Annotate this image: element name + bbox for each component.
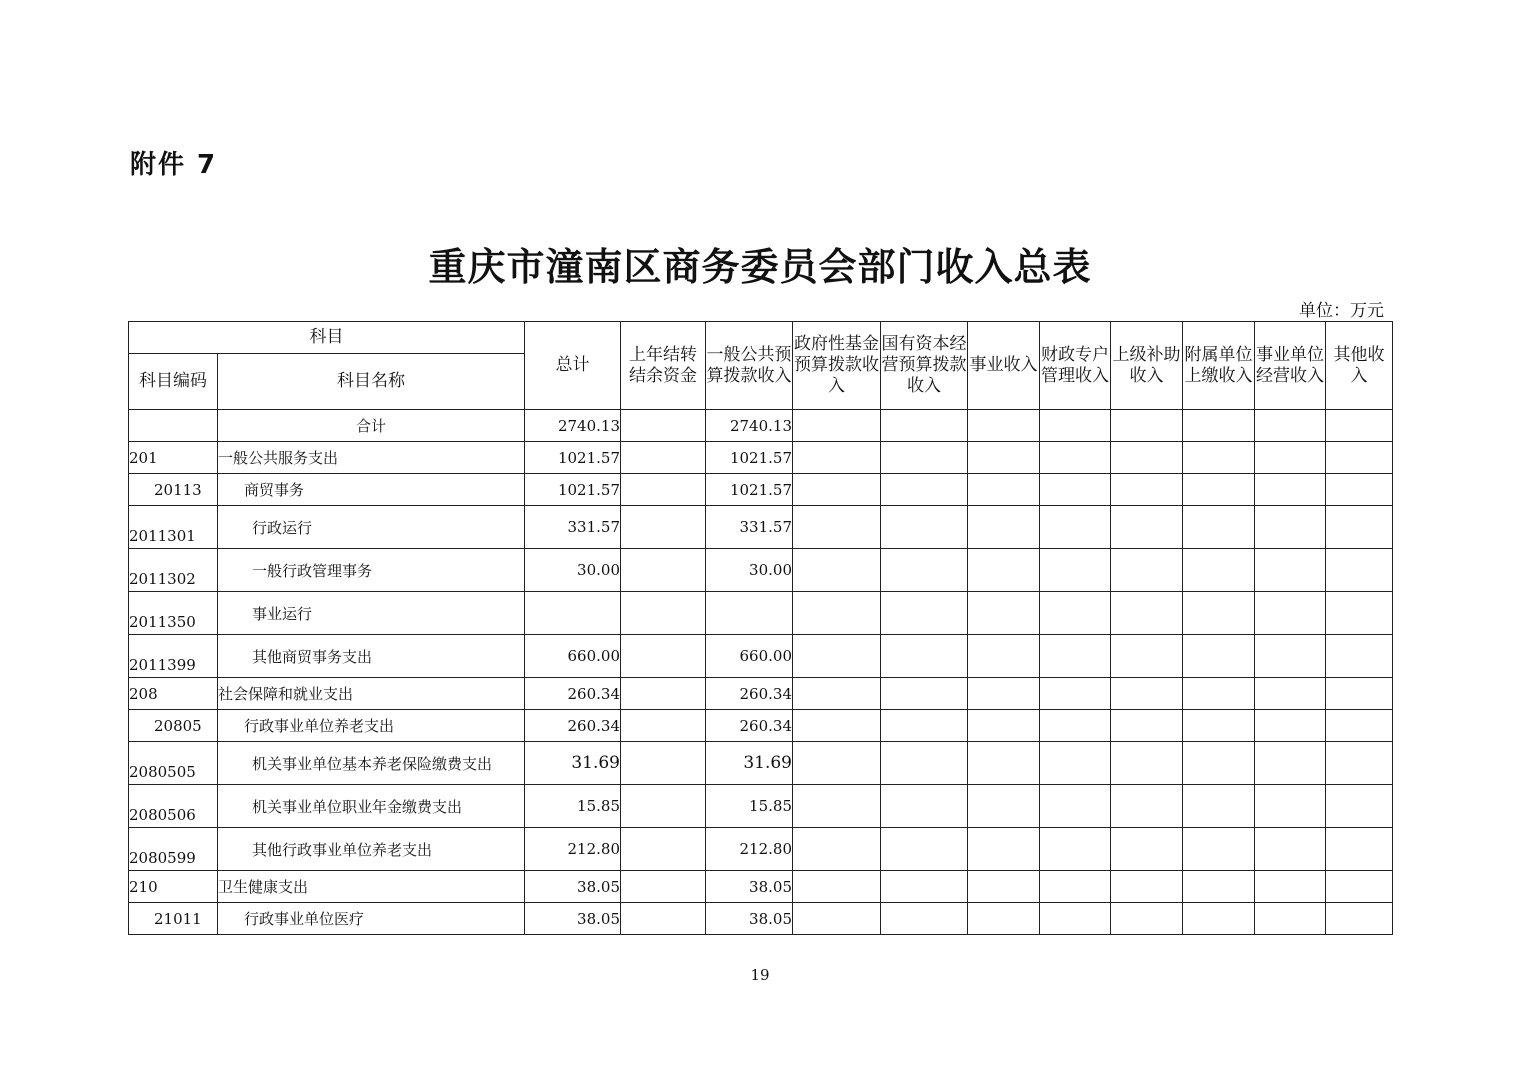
total-row-label: 合计 [218,410,525,442]
total-row-general-budget: 2740.13 [706,410,793,442]
unit-label: 单位：万元 [1299,301,1384,321]
header-subject: 科目 [129,322,525,354]
subject-name: 其他行政事业单位养老支出 [218,828,525,871]
subject-code: 20113 [129,474,218,506]
table-row [129,506,1393,549]
general-budget-value: 38.05 [706,871,793,903]
general-budget-value: 212.80 [706,828,793,871]
total-value: 660.00 [525,635,621,678]
total-value: 260.34 [525,710,621,742]
general-budget-value [706,592,793,635]
table-row [129,592,1393,635]
total-value: 331.57 [525,506,621,549]
table-row [129,549,1393,592]
total-row [129,410,1393,442]
header-other: 其他收入 [1326,322,1393,410]
table-row [129,785,1393,828]
subject-name: 卫生健康支出 [218,871,525,903]
header-name: 科目名称 [218,354,525,410]
total-value: 38.05 [525,871,621,903]
total-value: 212.80 [525,828,621,871]
table-row [129,903,1393,935]
table-row [129,871,1393,903]
subject-code: 210 [129,871,218,903]
table-row [129,828,1393,871]
table-row [129,710,1393,742]
header-carryover: 上年结转结余资金 [621,322,706,410]
header-general-budget: 一般公共预算拨款收入 [706,322,793,410]
subject-code: 2011302 [129,549,218,592]
subject-code: 2080599 [129,828,218,871]
total-value: 38.05 [525,903,621,935]
subject-code: 21011 [129,903,218,935]
subject-code: 208 [129,678,218,710]
subject-code: 2011399 [129,635,218,678]
table-row [129,635,1393,678]
general-budget-value: 30.00 [706,549,793,592]
general-budget-value: 15.85 [706,785,793,828]
table-row [129,678,1393,710]
attachment-label: 附件 7 [130,150,218,180]
subject-name: 行政事业单位养老支出 [218,710,525,742]
total-value: 1021.57 [525,442,621,474]
document-title: 重庆市潼南区商务委员会部门收入总表 [428,245,1092,289]
header-affiliated: 附属单位上缴收入 [1183,322,1255,410]
page-number: 19 [750,966,770,984]
general-budget-value: 260.34 [706,710,793,742]
general-budget-value: 660.00 [706,635,793,678]
subject-name: 其他商贸事务支出 [218,635,525,678]
total-value: 31.69 [525,742,621,785]
subject-name: 社会保障和就业支出 [218,678,525,710]
total-value [525,592,621,635]
subject-name: 事业运行 [218,592,525,635]
subject-name: 商贸事务 [218,474,525,506]
subject-code: 2080505 [129,742,218,785]
header-state-capital: 国有资本经营预算拨款收入 [881,322,968,410]
subject-code: 201 [129,442,218,474]
table-row [129,474,1393,506]
header-superior-subsidy: 上级补助收入 [1111,322,1183,410]
subject-code: 2011301 [129,506,218,549]
subject-name: 机关事业单位基本养老保险缴费支出 [218,742,525,785]
subject-code: 2011350 [129,592,218,635]
subject-name: 一般公共服务支出 [218,442,525,474]
general-budget-value: 1021.57 [706,474,793,506]
general-budget-value: 331.57 [706,506,793,549]
header-operation: 事业单位经营收入 [1255,322,1326,410]
total-value: 1021.57 [525,474,621,506]
general-budget-value: 38.05 [706,903,793,935]
subject-name: 行政事业单位医疗 [218,903,525,935]
header-fiscal-special: 财政专户管理收入 [1040,322,1111,410]
general-budget-value: 31.69 [706,742,793,785]
table-row [129,442,1393,474]
header-code: 科目编码 [129,354,218,410]
subject-name: 机关事业单位职业年金缴费支出 [218,785,525,828]
income-summary-table [128,321,1393,935]
subject-name: 一般行政管理事务 [218,549,525,592]
total-row-total: 2740.13 [525,410,621,442]
total-value: 30.00 [525,549,621,592]
subject-code: 20805 [129,710,218,742]
header-gov-fund: 政府性基金预算拨款收入 [793,322,881,410]
subject-code: 2080506 [129,785,218,828]
header-business-income: 事业收入 [968,322,1040,410]
table-row [129,742,1393,785]
general-budget-value: 1021.57 [706,442,793,474]
subject-name: 行政运行 [218,506,525,549]
general-budget-value: 260.34 [706,678,793,710]
total-value: 15.85 [525,785,621,828]
header-total: 总计 [525,322,621,410]
total-row-code [129,410,218,442]
total-value: 260.34 [525,678,621,710]
